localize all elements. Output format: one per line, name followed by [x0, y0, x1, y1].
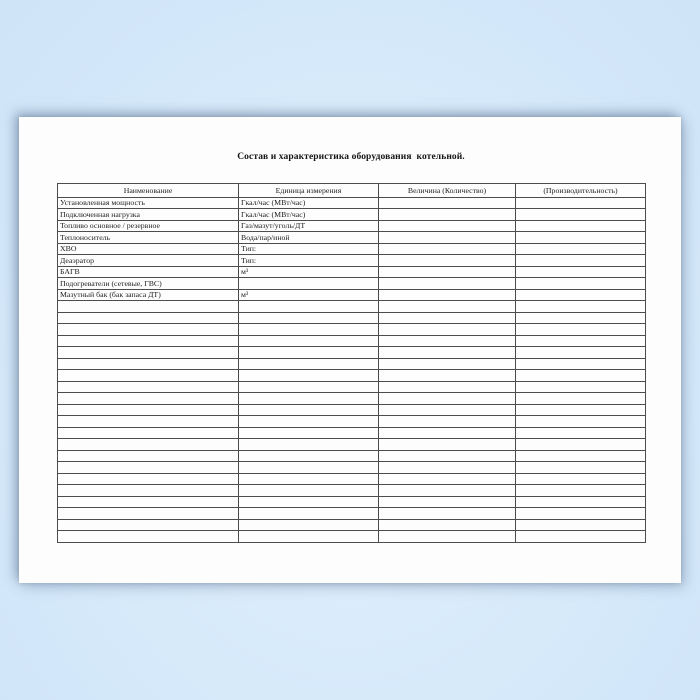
- table-cell-empty: [516, 370, 646, 382]
- table-cell-empty: [516, 462, 646, 474]
- table-cell-empty: [58, 393, 239, 405]
- table-cell-capacity: [516, 220, 646, 232]
- table-header-row: [58, 184, 646, 198]
- table-row-empty: [58, 358, 646, 370]
- table-cell-name: Теплоноситель: [58, 232, 239, 244]
- table-cell-empty: [239, 301, 379, 313]
- table-cell-empty: [516, 381, 646, 393]
- table-cell-capacity: [516, 197, 646, 209]
- table-cell-empty: [239, 404, 379, 416]
- table-cell-empty: [58, 462, 239, 474]
- table-cell-empty: [379, 404, 516, 416]
- table-cell-empty: [379, 462, 516, 474]
- table-cell-empty: [239, 416, 379, 428]
- header-cell-unit: Единица измерения: [239, 184, 379, 198]
- table-cell-empty: [239, 473, 379, 485]
- table-cell-name: Мазутный бак (бак запаса ДТ): [58, 289, 239, 301]
- table-row: [58, 266, 646, 278]
- table-row-empty: [58, 496, 646, 508]
- table-cell-empty: [379, 496, 516, 508]
- table-cell-unit: м³: [239, 266, 379, 278]
- table-cell-capacity: [516, 232, 646, 244]
- table-cell-empty: [379, 370, 516, 382]
- table-cell-value: [379, 266, 516, 278]
- table-row-empty: [58, 381, 646, 393]
- table-row: [58, 243, 646, 255]
- table-cell-empty: [379, 335, 516, 347]
- document-page: [19, 117, 681, 583]
- table-row: [58, 197, 646, 209]
- table-cell-value: [379, 209, 516, 221]
- table-cell-empty: [516, 439, 646, 451]
- table-cell-empty: [239, 496, 379, 508]
- table-cell-name: Топливо основное / резервное: [58, 220, 239, 232]
- table-cell-empty: [58, 370, 239, 382]
- table-cell-empty: [58, 473, 239, 485]
- table-cell-value: [379, 278, 516, 290]
- table-cell-empty: [516, 416, 646, 428]
- table-cell-empty: [58, 485, 239, 497]
- table-row-empty: [58, 324, 646, 336]
- table-cell-unit: Тип:: [239, 243, 379, 255]
- table-cell-value: [379, 220, 516, 232]
- table-cell-empty: [516, 473, 646, 485]
- table-cell-empty: [58, 324, 239, 336]
- table-cell-empty: [379, 347, 516, 359]
- table-row: [58, 209, 646, 221]
- table-cell-empty: [516, 335, 646, 347]
- table-cell-capacity: [516, 266, 646, 278]
- table-cell-empty: [239, 312, 379, 324]
- table-row-empty: [58, 427, 646, 439]
- table-cell-name: Подключенная нагрузка: [58, 209, 239, 221]
- table-cell-empty: [516, 485, 646, 497]
- table-cell-empty: [516, 531, 646, 543]
- table-row-empty: [58, 347, 646, 359]
- table-cell-empty: [379, 427, 516, 439]
- table-cell-empty: [58, 427, 239, 439]
- table-cell-empty: [239, 347, 379, 359]
- table-cell-empty: [58, 347, 239, 359]
- table-row-empty: [58, 370, 646, 382]
- equipment-table-body: [58, 197, 646, 542]
- table-cell-empty: [58, 358, 239, 370]
- table-cell-empty: [239, 462, 379, 474]
- table-cell-value: [379, 197, 516, 209]
- table-row-empty: [58, 508, 646, 520]
- table-cell-name: Подогреватели (сетевые, ГВС): [58, 278, 239, 290]
- table-cell-empty: [379, 531, 516, 543]
- table-cell-empty: [516, 347, 646, 359]
- equipment-table: [57, 183, 646, 543]
- table-row-empty: [58, 531, 646, 543]
- table-cell-empty: [516, 301, 646, 313]
- table-cell-name: ХВО: [58, 243, 239, 255]
- table-cell-empty: [516, 324, 646, 336]
- table-cell-empty: [239, 439, 379, 451]
- table-cell-empty: [239, 427, 379, 439]
- table-cell-capacity: [516, 209, 646, 221]
- table-cell-empty: [239, 485, 379, 497]
- table-cell-capacity: [516, 243, 646, 255]
- table-cell-empty: [516, 312, 646, 324]
- table-cell-unit: Тип:: [239, 255, 379, 267]
- table-cell-empty: [379, 519, 516, 531]
- table-cell-empty: [379, 439, 516, 451]
- table-cell-empty: [239, 393, 379, 405]
- table-cell-empty: [58, 531, 239, 543]
- table-cell-empty: [239, 519, 379, 531]
- table-cell-empty: [58, 404, 239, 416]
- table-cell-empty: [58, 439, 239, 451]
- table-cell-empty: [379, 358, 516, 370]
- table-row-empty: [58, 439, 646, 451]
- table-row-empty: [58, 462, 646, 474]
- table-cell-empty: [516, 508, 646, 520]
- table-row-empty: [58, 404, 646, 416]
- table-row-empty: [58, 312, 646, 324]
- table-cell-name: Деаэратор: [58, 255, 239, 267]
- table-cell-capacity: [516, 255, 646, 267]
- table-cell-empty: [58, 508, 239, 520]
- table-cell-empty: [58, 312, 239, 324]
- table-cell-unit: Гкал/час (МВт/час): [239, 209, 379, 221]
- document-title: Состав и характеристика оборудования котельной.: [237, 152, 465, 162]
- table-cell-empty: [58, 496, 239, 508]
- table-cell-unit: [239, 278, 379, 290]
- table-cell-empty: [516, 450, 646, 462]
- table-cell-empty: [58, 335, 239, 347]
- table-cell-empty: [516, 427, 646, 439]
- table-cell-empty: [239, 370, 379, 382]
- table-cell-empty: [239, 335, 379, 347]
- table-cell-value: [379, 289, 516, 301]
- table-row-empty: [58, 450, 646, 462]
- table-cell-empty: [516, 496, 646, 508]
- table-cell-empty: [239, 450, 379, 462]
- table-cell-empty: [58, 416, 239, 428]
- table-row: [58, 289, 646, 301]
- table-cell-empty: [58, 301, 239, 313]
- table-cell-empty: [379, 381, 516, 393]
- table-cell-empty: [379, 473, 516, 485]
- table-row-empty: [58, 301, 646, 313]
- table-cell-empty: [379, 393, 516, 405]
- table-cell-value: [379, 232, 516, 244]
- table-cell-empty: [379, 301, 516, 313]
- table-cell-empty: [379, 485, 516, 497]
- table-cell-unit: м³: [239, 289, 379, 301]
- table-row-empty: [58, 485, 646, 497]
- table-cell-empty: [239, 508, 379, 520]
- table-cell-empty: [516, 519, 646, 531]
- table-cell-empty: [379, 324, 516, 336]
- header-cell-value: Величина (Количество): [379, 184, 516, 198]
- table-cell-empty: [379, 450, 516, 462]
- table-row: [58, 278, 646, 290]
- table-cell-empty: [58, 381, 239, 393]
- table-cell-unit: Гкал/час (МВт/час): [239, 197, 379, 209]
- table-cell-name: Установленная мощность: [58, 197, 239, 209]
- table-cell-unit: Вода/пар/иной: [239, 232, 379, 244]
- table-cell-unit: Газ/мазут/уголь/ДТ: [239, 220, 379, 232]
- table-cell-empty: [379, 508, 516, 520]
- table-cell-empty: [516, 404, 646, 416]
- table-cell-empty: [239, 381, 379, 393]
- table-row-empty: [58, 393, 646, 405]
- table-cell-capacity: [516, 289, 646, 301]
- table-row-empty: [58, 416, 646, 428]
- table-cell-empty: [379, 312, 516, 324]
- table-row-empty: [58, 473, 646, 485]
- table-row: [58, 232, 646, 244]
- table-cell-empty: [239, 324, 379, 336]
- table-cell-empty: [379, 416, 516, 428]
- table-row: [58, 255, 646, 267]
- table-cell-name: БАГВ: [58, 266, 239, 278]
- table-cell-empty: [516, 358, 646, 370]
- table-cell-value: [379, 255, 516, 267]
- table-row-empty: [58, 335, 646, 347]
- table-cell-empty: [239, 358, 379, 370]
- header-cell-name: Наименование: [58, 184, 239, 198]
- table-cell-empty: [58, 519, 239, 531]
- table-cell-value: [379, 243, 516, 255]
- table-cell-empty: [239, 531, 379, 543]
- table-cell-empty: [58, 450, 239, 462]
- header-cell-capacity: (Производительность): [516, 184, 646, 198]
- table-cell-empty: [516, 393, 646, 405]
- table-row: [58, 220, 646, 232]
- table-cell-capacity: [516, 278, 646, 290]
- table-row-empty: [58, 519, 646, 531]
